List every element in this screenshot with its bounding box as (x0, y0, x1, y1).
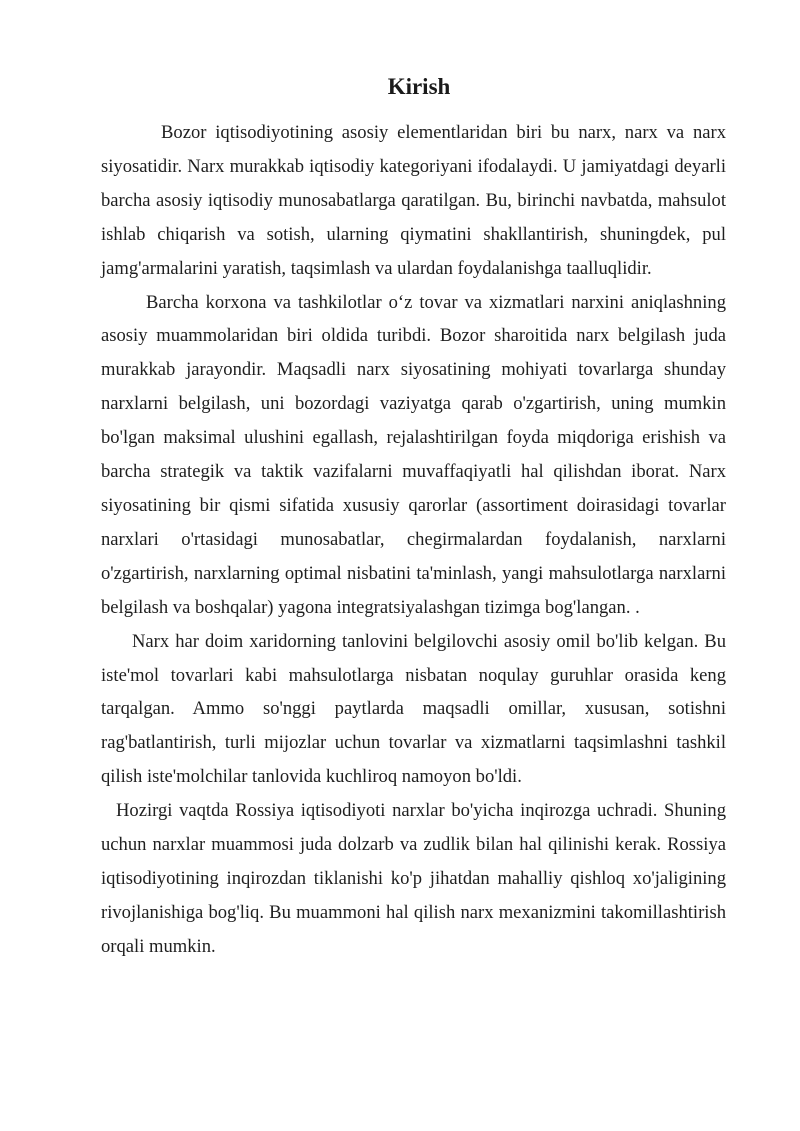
document-body (101, 116, 726, 964)
paragraph-1: Bozor iqtisodiyotining asosiy elementlaridan biri bu narx, narx va narx siyosatidir. Narx murakkab iqtisodiy kategoriyani ifodalaydi. U jamiyatdagi deyarli barcha asosiy iqtisodiy munosabatlarga qaratilgan. Bu, birinchi navbatda, mahsulot ishlab chiqarish va sotish, ularning qiymatini shakllantirish, shuningdek, pul jamg'armalarini yaratish, taqsimlash va ulardan foydalanishga taalluqlidir. (101, 122, 726, 279)
paragraph-3: Narx har doim xaridorning tanlovini belgilovchi asosiy omil bo'lib kelgan. Bu iste'mol tovarlari kabi mahsulotlarga nisbatan noqulay guruhlar orasida keng tarqalgan. Ammo so'nggi paytlarda maqsadli omillar, xususan, sotishni rag'batlantirish, turli mijozlar uchun tovarlar va xizmatlarni taqsimlashni tashkil qilish iste'molchilar tanlovida kuchliroq namoyon bo'ldi. (101, 630, 726, 788)
paragraph-4: Hozirgi vaqtda Rossiya iqtisodiyoti narxlar bo'yicha inqirozga uchradi. Shuning uchun narxlar muammosi juda dolzarb va zudlik bilan hal qilinishi kerak. Rossiya iqtisodiyotining inqirozdan tiklanishi ko'p jihatdan mahalliy qishloq xo'jaligining rivojlanishiga bog'liq. Bu muammoni hal qilish narx mexanizmini takomillashtirish orqali mumkin. (101, 800, 726, 957)
page-title: Kirish (387, 74, 451, 99)
paragraph-2: Barcha korxona va tashkilotlar o‘z tovar va xizmatlari narxini aniqlashning asosiy muammolaridan biri oldida turibdi. Bozor sharoitida narx belgilash juda murakkab jarayondir. Maqsadli narx siyosatining mohiyati tovarlarga shunday narxlarni belgilash, uni bozordagi vaziyatga qarab o'zgartirish, uning mumkin bo'lgan maksimal ulushini egallash, rejalashtirilgan foyda miqdoriga erishish va barcha strategik va taktik vazifalarni muvaffaqiyatli hal qilishdan iborat. Narx siyosatining bir qismi sifatida xususiy qarorlar (assortiment doirasidagi tovarlar narxlari o'rtasidagi munosabatlar, chegirmalardan foydalanish, narxlarni o'zgartirish, narxlarning optimal nisbatini ta'minlash, yangi mahsulotlarga narxlarni belgilash va boshqalar) yagona integratsiyalashgan tizimga bog'langan. . (101, 291, 726, 618)
